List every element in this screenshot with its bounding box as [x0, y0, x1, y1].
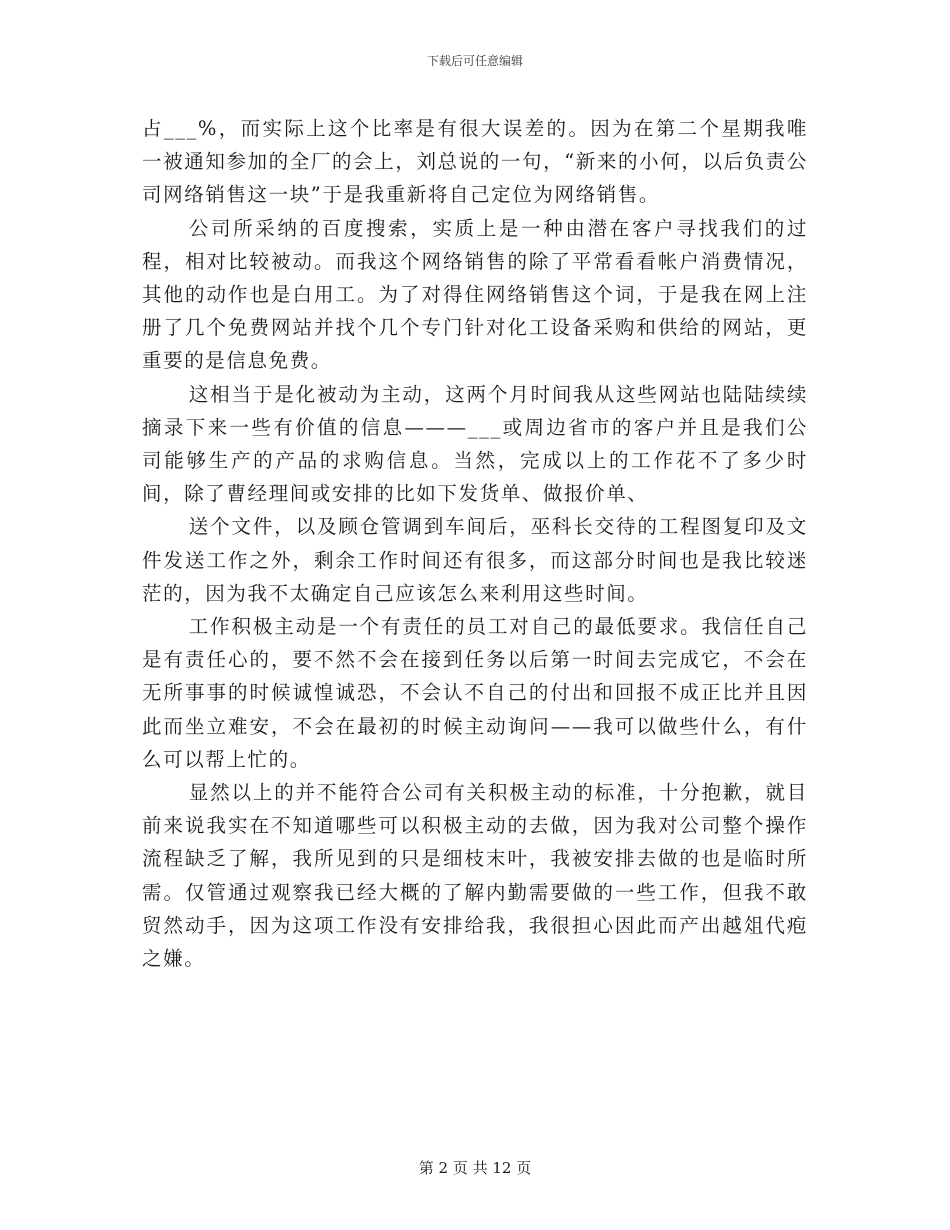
paragraph-4: 送个文件，以及顾仓管调到车间后，巫科长交待的工程图复印及文件发送工作之外，剩余工作时间还有很多，而这部分时间也是我比较迷茫的，因为我不太确定自己应该怎么来利用这些时间。 — [142, 515, 808, 605]
paragraph-2: 公司所采纳的百度搜索，实质上是一种由潜在客户寻找我们的过程，相对比较被动。而我这个网络销售的除了平常看看帐户消费情况，其他的动作也是白用工。为了对得住网络销售这个词，于是我在网上注册了几个免费网站并找个几个专门针对化工设备采购和供给的网站，更重要的是信息免费。 — [142, 216, 808, 373]
paragraph-5: 工作积极主动是一个有责任的员工对自己的最低要求。我信任自己是有责任心的，要不然不会在接到任务以后第一时间去完成它，不会在无所事事的时候诚惶诚恐，不会认不自己的付出和回报不成正比并且因此而坐立难安，不会在最初的时候主动询问——我可以做些什么，有什么可以帮上忙的。 — [142, 615, 808, 771]
page-number: 第 2 页 共 12 页 — [418, 1159, 532, 1177]
paragraph-1: 占___%，而实际上这个比率是有很大误差的。因为在第二个星期我唯一被通知参加的全厂的会上，刘总说的一句，“新来的小何，以后负责公司网络销售这一块”于是我重新将自己定位为网络销售。 — [142, 117, 808, 207]
page-header-note: 下载后可任意编辑 — [426, 54, 523, 68]
document-body — [142, 112, 808, 975]
paragraph-6: 显然以上的并不能符合公司有关积极主动的标准，十分抱歉，就目前来说我实在不知道哪些可以积极主动的去做，因为我对公司整个操作流程缺乏了解，我所见到的只是细枝末叶，我被安排去做的也是临时所需。仅管通过观察我已经大概的了解内勤需要做的一些工作，但我不敢贸然动手，因为这项工作没有安排给我，我很担心因此而产出越俎代疱之嫌。 — [142, 781, 808, 971]
paragraph-3: 这相当于是化被动为主动，这两个月时间我从这些网站也陆陆续续摘录下来一些有价值的信息———___或周边省市的客户并且是我们公司能够生产的产品的求购信息。当然，完成以上的工作花不了多少时间，除了曹经理间或安排的比如下发货单、做报价单、 — [142, 382, 808, 506]
